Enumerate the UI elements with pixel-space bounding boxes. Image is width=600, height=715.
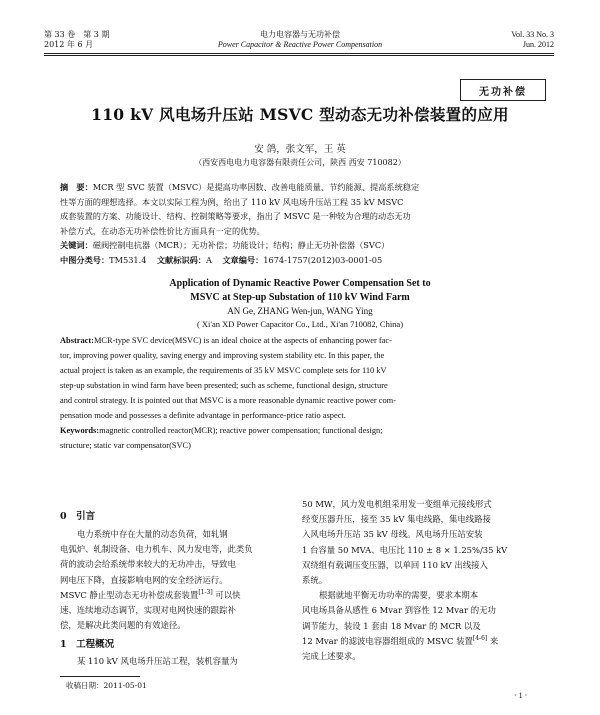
body-line: 电力系统中存在大量的动态负荷，如轧钢	[77, 529, 228, 539]
authors-cn: 安 鸽，张文军，王 英	[254, 144, 346, 155]
body-line: MSVC 静止型动态无功补偿成套装置	[60, 589, 199, 600]
citation: [1-3]	[198, 589, 213, 597]
body-line: 完成上述要求。	[302, 651, 361, 662]
column-tag: 无功补偿	[460, 79, 546, 101]
title-en-line-2: MSVC at Step-up Substation of 110 kV Wind Farm	[190, 292, 410, 303]
abstract-en-line: tor, improving power quality, saving energy and improving system stability etc. In this paper, the	[60, 351, 385, 360]
keywords-en-cont: structure; static var compensator(SVC)	[60, 441, 191, 450]
header-rule	[44, 53, 554, 54]
abstract-en-line: pensation mode and possesses a definite advantage in performance-price ratio aspect.	[60, 411, 346, 420]
header-journal-cn: 电力电容器与无功补偿	[260, 30, 340, 39]
title-en-line-1: Application of Dynamic Reactive Power Compensation Set to	[169, 278, 431, 289]
body-line: 50 MW，风力发电机组采用发一变组单元接线形式	[302, 499, 492, 509]
abstract-en-line: step-up substation in wind farm have been presented; such as scheme, functional design, structure	[60, 381, 388, 390]
body-line: 来	[487, 635, 499, 646]
keywords-en-label: Keywords:	[60, 426, 100, 435]
body-line: 电弧炉、轧制设备、电力机车、风力发电等，此类负	[60, 544, 253, 555]
body-line: 双绕组有载调压变压器，以单回 110 kV 出线接入	[302, 559, 488, 570]
header-volume-en: Vol. 33 No. 3	[511, 30, 554, 39]
keywords-cn: 磁阀控制电抗器（MCR）；无功补偿；功能设计；结构；静止无功补偿器（SVC）	[92, 240, 390, 251]
body-line: 可以快	[212, 589, 241, 600]
clc-label: 中图分类号：	[60, 254, 110, 265]
abstract-en-line: and control strategy. It is pointed out that MSVC is a more reasonable dynamic reactive power com-	[60, 396, 396, 405]
body-line: 调节能力，装设 1 套由 18 Mvar 的 MCR 以及	[302, 620, 481, 631]
section-0-heading: 0 引言	[60, 511, 96, 522]
body-line: 经变压器升压，接至 35 kV 集电线路，集电线路接	[302, 514, 491, 525]
abstract-en-label: Abstract:	[60, 336, 94, 345]
doc-code: A	[206, 254, 212, 265]
body-line: 速、连续地动态调节，实现对电网快速的跟踪补	[60, 605, 236, 616]
keywords-en: magnetic controlled reactor(MCR); reactive power compensation; functional design;	[99, 426, 383, 435]
abstract-cn-line: 成套装置的方案、功能设计、结构、控制策略等要求，指出了 MSVC 是一种较为合理的动态无功	[60, 211, 411, 222]
article-number-label: 文章编号：	[222, 254, 264, 265]
abstract-en-line: MCR-type SVC device(MSVC) is an ideal choice at the aspects of enhancing power fac-	[93, 336, 392, 345]
authors-en: AN Ge, ZHANG Wen-jun, WANG Ying	[227, 306, 373, 316]
keywords-cn-label: 关键词：	[60, 240, 93, 251]
affiliation-cn: （西安西电电力电容器有限责任公司，陕西 西安 710082）	[194, 158, 406, 167]
body-line: 某 110 kV 风电场升压站工程，装机容量为	[77, 656, 238, 666]
abstract-cn-line: 补偿方式，在动态无功补偿性价比方面具有一定的优势。	[60, 225, 265, 236]
body-line: 荷的波动会给系统带来较大的无功冲击，导致电	[60, 559, 236, 570]
section-1-body	[60, 654, 292, 669]
abstract-cn	[60, 180, 540, 268]
abstract-cn-line: MCR 型 SVC 装置（MSVC）是提高功率因数、改善电能质量、节约能源、提高系统稳定	[92, 182, 420, 192]
header-rule-2	[44, 55, 554, 56]
abstract-en	[60, 333, 544, 453]
abstract-cn-label: 摘 要：	[60, 182, 93, 192]
received-date: 收稿日期：2011-05-01	[66, 681, 147, 690]
body-line: 12 Mvar 的滤波电容器组组成的 MSVC 装置	[302, 635, 473, 646]
title-cn: 110 kV 风电场升压站 MSVC 型动态无功补偿装置的应用	[91, 105, 509, 124]
header-date: 2012 年 6 月	[44, 40, 94, 49]
clc-number: TM531.4	[109, 254, 147, 265]
page-number: · 1 ·	[514, 691, 528, 700]
footnote-rule	[60, 676, 140, 677]
section-0-body	[60, 527, 292, 633]
body-line: 1 台容量 50 MVA、电压比 110 ± 8 × 1.25%/35 kV	[302, 544, 508, 555]
header-volume: 第 33 卷 第 3 期	[44, 30, 110, 39]
body-line: 根据就地平衡无功功率的需要，要求本期本	[319, 590, 479, 601]
body-line: 偿，是解决此类问题的有效途径。	[60, 620, 186, 631]
body-line: 入风电场升压站 35 kV 母线。风电场升压站安装	[302, 529, 483, 540]
header-date-en: Jun. 2012	[522, 40, 554, 49]
article-number: 1674-1757(2012)03-0001-05	[263, 254, 383, 265]
header-journal-en: Power Capacitor & Reactive Power Compensation	[217, 40, 383, 49]
body-line: 风电场具备从感性 6 Mvar 到容性 12 Mvar 的无功	[302, 605, 496, 616]
citation: [4-6]	[472, 635, 488, 643]
body-line: 网电压下降，直接影响电网的安全经济运行。	[60, 574, 228, 585]
body-line: 系统。	[302, 575, 328, 586]
doc-code-label: 文献标识码：	[156, 254, 206, 265]
abstract-cn-line: 性等方面的理想选择。本文以实际工程为例，给出了 110 kV 风电场升压站工程 35 kV MSVC	[60, 196, 404, 207]
section-1-heading: 1 工程概况	[60, 639, 115, 650]
abstract-en-line: actual project is taken as an example, the requirements of 35 kV MSVC complete sets for 110 kV	[60, 366, 387, 375]
affiliation-en: ( Xi'an XD Power Capacitor Co., Ltd., Xi'an 710082, China)	[196, 319, 404, 329]
right-column-body	[302, 497, 542, 664]
